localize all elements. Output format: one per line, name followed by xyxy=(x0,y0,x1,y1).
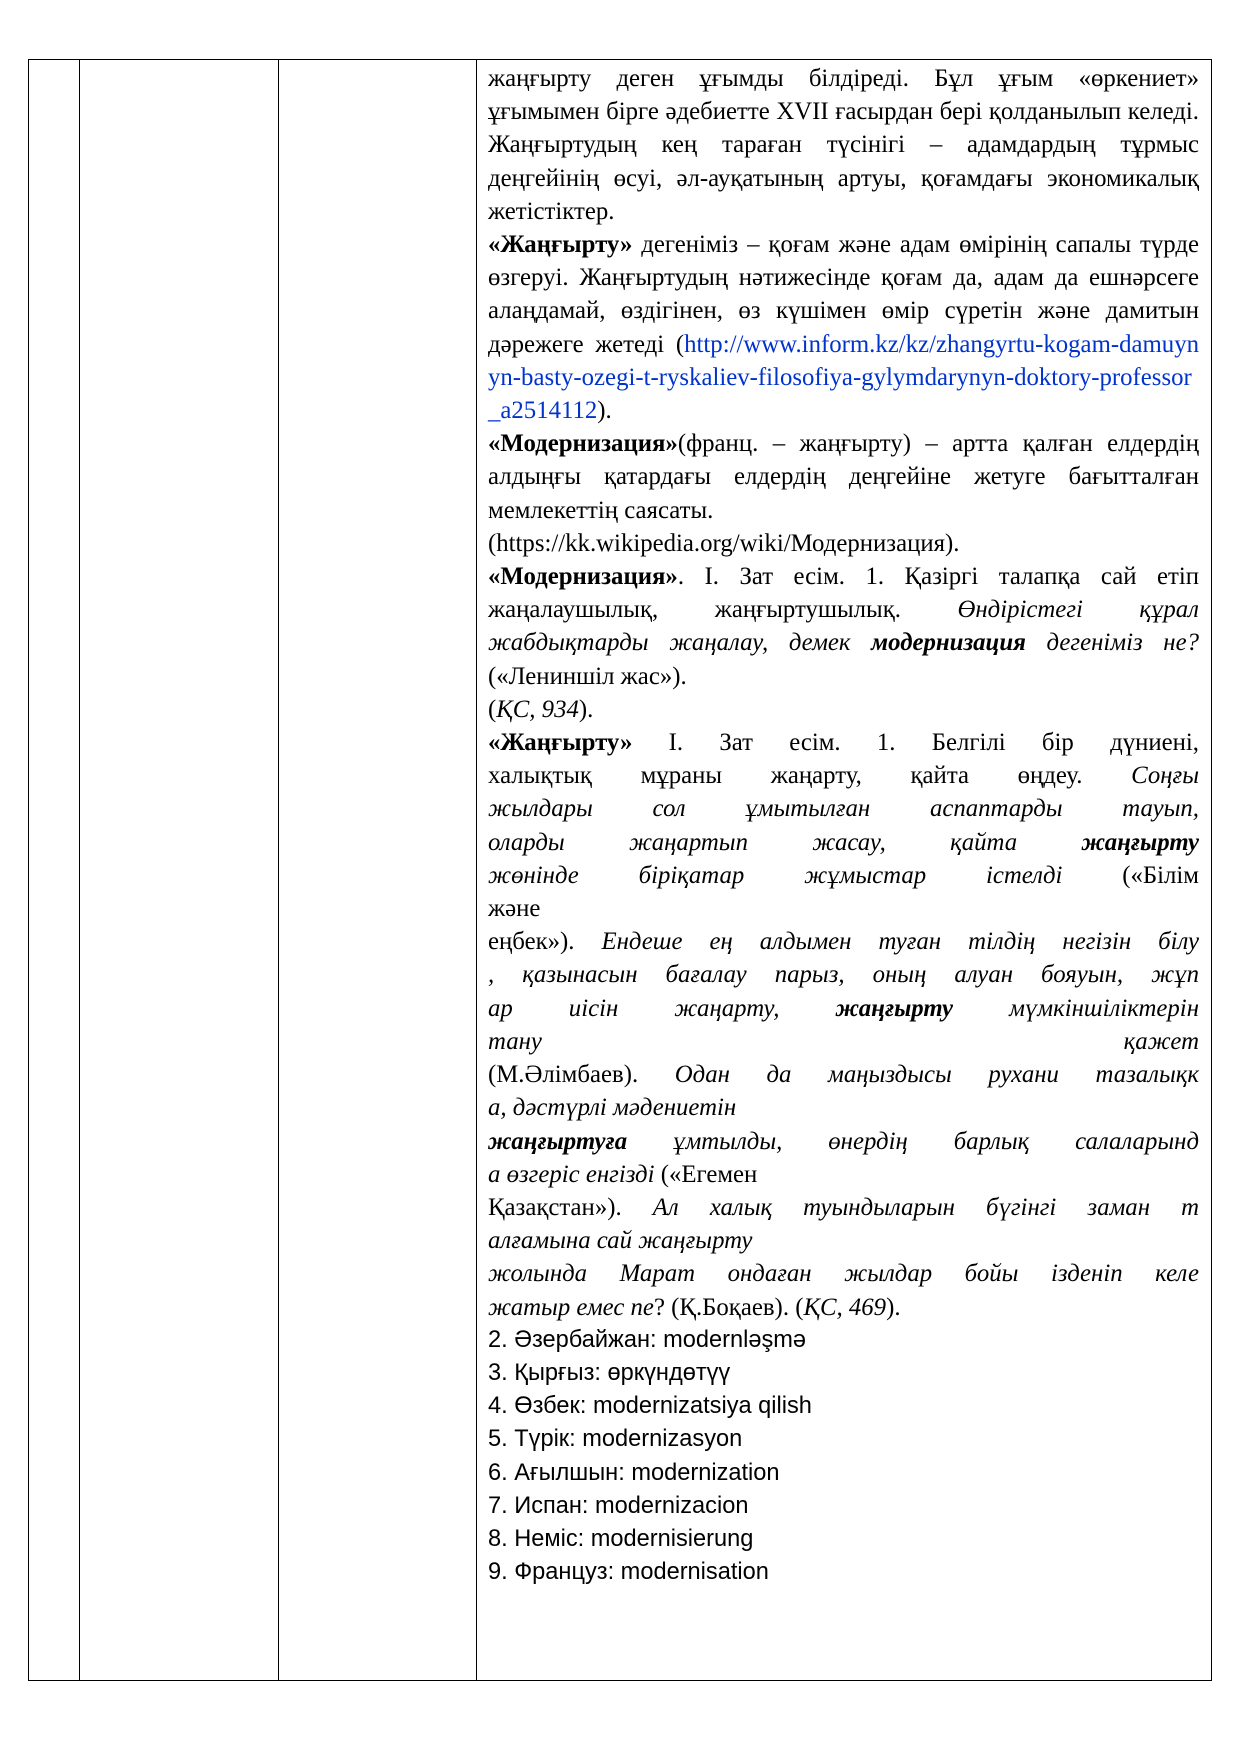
table-cell-blank-2 xyxy=(279,60,477,1681)
table-cell-number xyxy=(29,60,80,1681)
definition-text: дегеніміз – қоғам және адам өмірінің сапалы түрде өзгеруі. Жаңғыртудың нәтижесінде қоғам да, адам да ешнәрсеге алаңдамай, өздігінен, өз күшімен өмір сүретін және дамитын дәрежеге жетеді xyxy=(488,231,1199,358)
paragraph-definition-zhangyrtu: «Жаңғырту» дегеніміз – қоғам және адам өмірінің сапалы түрде өзгеруі. Жаңғыртудың нәтижесінде қоғам да, адам да ешнәрсеге алаңдамай, өздігінен, өз күшімен өмір сүретін және дамитын дәрежеге жетеді (http://www.inform.kz/kz/zhangyrtu-kogam-damuynyn-basty-ozegi-t-ryskaliev-filosofiya-gylymdarynyn-doktory-professor_a2514112). xyxy=(488,231,1199,425)
list-item: 3. Қырғыз: өркүндөтүү xyxy=(488,1359,731,1386)
definition-text: (франц. – жаңғырту) – артта қалған елдердің алдыңғы қатардағы елдердің деңгейіне жетуге бағытталған мемлекеттің саясаты. xyxy=(488,430,1199,524)
paragraph-dictionary-modernization: «Модернизация». І. Зат есім. 1. Қазіргі талапқа сай етіп жаңалаушылық, жаңғыртушылық. Өндірістегі құрал жабдықтарды жаңалау, демек модернизация дегеніміз не? («Лениншіл жас»). xyxy=(488,563,1199,690)
term-zhangyrtu: «Жаңғырту» xyxy=(488,231,633,259)
list-item: 2. Әзербайжан: modernləşmə xyxy=(488,1326,807,1353)
list-item: 6. Ағылшын: modernization xyxy=(488,1459,780,1486)
term-modernization: «Модернизация» xyxy=(488,563,678,591)
term-zhangyrtu: «Жаңғырту» xyxy=(488,729,633,757)
paragraph-intro-text: жаңғырту деген ұғымды білдіреді. Бұл ұғым «өркениет» ұғымымен бірге әдебиетте XVII ғасырдан бері қолданылып келеді. Жаңғыртудың кең тараған түсінігі – адамдардың тұрмыс деңгейінің өсуі, әл-ауқатының артуы, қоғамдағы экономикалық жетістіктер. xyxy=(488,65,1199,225)
list-item: 7. Испан: modernizacion xyxy=(488,1492,749,1519)
translations-list xyxy=(488,1324,1199,1590)
paragraph-intro xyxy=(488,62,1199,228)
source-link-inform[interactable]: http://www.inform.kz/kz/zhangyrtu-kogam-damuynyn-basty-ozegi-t-ryskaliev-filosofiya-gylymdarynyn-doktory-professor_a2514112 xyxy=(488,330,1199,425)
source-wikipedia: (https://kk.wikipedia.org/wiki/Модернизация). xyxy=(488,529,960,557)
paragraph-definition-modernization xyxy=(488,427,1199,527)
paragraph-dictionary-zhangyrtu: «Жаңғырту» І. Зат есім. 1. Белгілі бір дүниені, халықтық мұраны жаңарту, қайта өңдеу. Соңғы жылдары сол ұмытылған аспаптарды тауып, оларды жаңартып жасау, қайта жаңғырту жөнінде біріқатар жұмыстар істелді («Білім және еңбек»). Ендеше ең алдымен туған тілдің негізін білу , қазынасын бағалау парыз, оның алуан бояуын, жұп ар иісін жаңарту, жаңғырту мүмкіншіліктерін тану қажет (М.Әлімбаев). Одан да маңыздысы рухани тазалықк а, дәстүрлі мәдениетін жаңғыртуға ұмтылды, өнердің барлық салаларынд а өзгеріс енгізді («Егемен Қазақстан»). Ал халық туындыларын бүгінгі заман т алғамына сай жаңғырту жолында Марат ондаған жылдар бойы ізденіп келе жатыр емес пе? (Қ.Боқаев). (ҚС, 469). xyxy=(488,729,1199,1321)
list-item: 9. Француз: modernisation xyxy=(488,1559,769,1586)
table-cell-blank-1 xyxy=(80,60,279,1681)
list-item: 8. Неміс: modernisierung xyxy=(488,1525,754,1552)
content-block xyxy=(477,60,1211,1589)
table-row xyxy=(29,60,1212,1681)
dictionary-reference: (ҚС, 934). xyxy=(488,695,594,723)
term-modernization: «Модернизация» xyxy=(488,430,678,458)
table-cell-content xyxy=(477,60,1212,1681)
list-item: 4. Өзбек: modernizatsiya qilish xyxy=(488,1393,812,1420)
document-table xyxy=(28,59,1212,1681)
list-item: 5. Түрік: modernizasyon xyxy=(488,1426,743,1453)
